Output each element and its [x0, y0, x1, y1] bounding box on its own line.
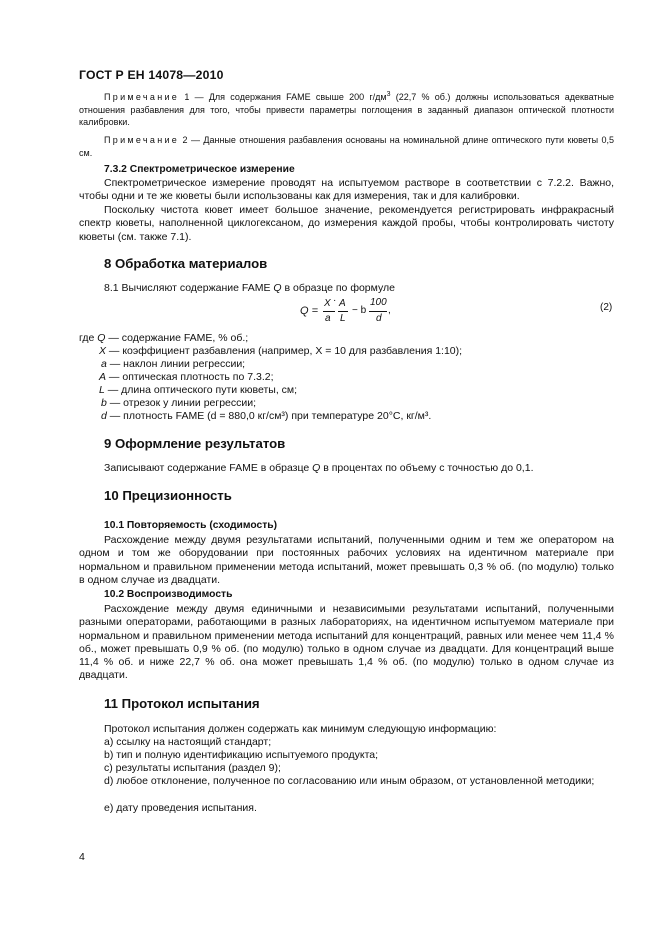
def-A: [99, 371, 274, 384]
heading-section-8: 8 Обработка материалов: [104, 256, 268, 271]
formula-L: L: [340, 313, 346, 324]
list-item-e: e) дату проведения испытания.: [104, 802, 257, 814]
def-x: [99, 345, 462, 358]
note-2-lead: Примечание: [104, 135, 180, 145]
para-7-3-2-1: Спектрометрическое измерение проводят на испытуемом растворе в соответствии с 7.2.2. Важно, чтобы одни и те же кюветы были использованы как для измерения, так и для калибровки.: [79, 177, 614, 203]
def-a-text: — наклон линии регрессии;: [106, 358, 246, 370]
para-8-1-a: 8.1 Вычисляют содержание FAME: [104, 282, 274, 294]
formula-minus-b: − b: [352, 305, 367, 316]
def-b: [101, 397, 256, 410]
def-d-sym: d: [101, 410, 107, 422]
def-q-sym: Q: [97, 332, 106, 344]
formula-100: 100: [370, 297, 387, 308]
para-10-1: Расхождение между двумя результатами испытаний, полученными одним и тем же оператором на одном и том же оборудовании при постоянных рабочих условиях на идентичном материале при нормальном и правильном применении метода испытаний, может превышать 0,3 % об. (по модулю) только в одном случае из двадцати.: [79, 534, 614, 586]
def-d-text: — плотность FAME (d = 880,0 кг/см³) при температуре 20°С, кг/м³.: [106, 410, 432, 422]
note-2-text: 2 — Данные отношения разбавления основаны на номинальной длине оптического пути кюветы 0,5 см.: [79, 135, 614, 158]
def-x-sym: X: [99, 345, 107, 357]
para-9-b: в процентах по объему с точностью до 0,1.: [320, 462, 534, 474]
formula-2: [300, 296, 420, 330]
note-2: [79, 134, 614, 159]
para-9-var: Q: [312, 462, 321, 474]
def-q-text: — содержание FAME, % об.;: [105, 332, 249, 344]
def-x-text: — коэффициент разбавления (например, X = 10 для разбавления 1:10);: [106, 345, 463, 357]
def-b-sym: b: [101, 397, 107, 409]
formula-A: A: [339, 298, 346, 309]
para-8-1: [104, 282, 395, 295]
def-a: [101, 358, 245, 371]
note-1-lead: Примечание: [104, 92, 180, 102]
para-10-2: Расхождение между двумя единичными и независимыми результатами испытаний, полученными разными операторами, работающими в разных лабораториях, на идентичном испытуемом материале при нормальном и правильном применении метода испытаний для концентраций, равных или менее чем 11,4 % об., может превышать 0,9 % об. (по модулю) только в одном случае из двадцати. Для концентраций выше 11,4 % об. и ниже 22,7 % об. она может превышать 1,4 % об. (по модулю) только в одном случае из двадцати.: [79, 603, 614, 682]
note-1-sup: 3: [386, 91, 391, 98]
heading-section-9: 9 Оформление результатов: [104, 436, 286, 451]
para-9-a: Записывают содержание FAME в образце: [104, 462, 313, 474]
note-1-text-a: 1 — Для содержания FAME свыше 200 г/дм: [179, 92, 387, 102]
formula-bar-3: [369, 311, 387, 312]
formula-d: d: [376, 313, 382, 324]
def-b-text: — отрезок у линии регрессии;: [106, 397, 257, 409]
formula-bar-1: [323, 311, 335, 312]
formula-lhs: Q =: [300, 305, 319, 317]
list-item-a: a) ссылку на настоящий стандарт;: [104, 736, 272, 748]
def-L-sym: L: [99, 384, 105, 396]
heading-10-1: 10.1 Повторяемость (сходимость): [104, 520, 278, 531]
heading-section-10: 10 Прецизионность: [104, 488, 232, 503]
list-item-c: c) результаты испытания (раздел 9);: [104, 762, 281, 774]
where-prefix: где: [79, 332, 98, 344]
para-8-1-var: Q: [273, 282, 282, 294]
para-7-3-2-2: Поскольку чистота кювет имеет большое значение, рекомендуется регистрировать инфракрасный спектр кюветы, наполненной циклогексаном, до измерения каждой пробы, чтобы контролировать чистоту кюветы (см. также 7.1).: [79, 204, 614, 243]
heading-10-2: 10.2 Воспроизводимость: [104, 589, 233, 600]
def-L-text: — длина оптического пути кюветы, см;: [104, 384, 298, 396]
def-A-sym: A: [99, 371, 107, 383]
formula-dot: ·: [333, 295, 337, 306]
def-L: [99, 384, 297, 397]
page-number: 4: [79, 851, 85, 863]
formula-tail: ,: [388, 305, 391, 316]
list-item-d: d) любое отклонение, полученное по согласованию или иным образом, от установленной методики;: [104, 775, 595, 787]
formula-number: (2): [600, 302, 613, 313]
where-line: [79, 332, 248, 345]
def-a-sym: a: [101, 358, 107, 370]
para-8-1-b: в образце по формуле: [281, 282, 395, 294]
document-header: ГОСТ Р ЕН 14078—2010: [79, 68, 224, 82]
note-1: [79, 91, 614, 129]
formula-a: a: [325, 313, 331, 324]
para-9: [104, 462, 534, 475]
para-11-intro: Протокол испытания должен содержать как минимум следующую информацию:: [104, 723, 497, 735]
def-A-text: — оптическая плотность по 7.3.2;: [106, 371, 274, 383]
heading-section-11: 11 Протокол испытания: [104, 696, 260, 711]
list-item-b: b) тип и полную идентификацию испытуемого продукта;: [104, 749, 379, 761]
heading-7-3-2: 7.3.2 Спектрометрическое измерение: [104, 164, 295, 175]
formula-bar-2: [338, 311, 348, 312]
note-1-text-b: (22,7 % об.) должны использоваться адекватные отношения разбавления для того, чтобы привести параметры поглощения в заданный диапазон оптической плотности калибровки.: [79, 92, 615, 128]
def-d: [101, 410, 431, 423]
formula-x: X: [324, 298, 331, 309]
